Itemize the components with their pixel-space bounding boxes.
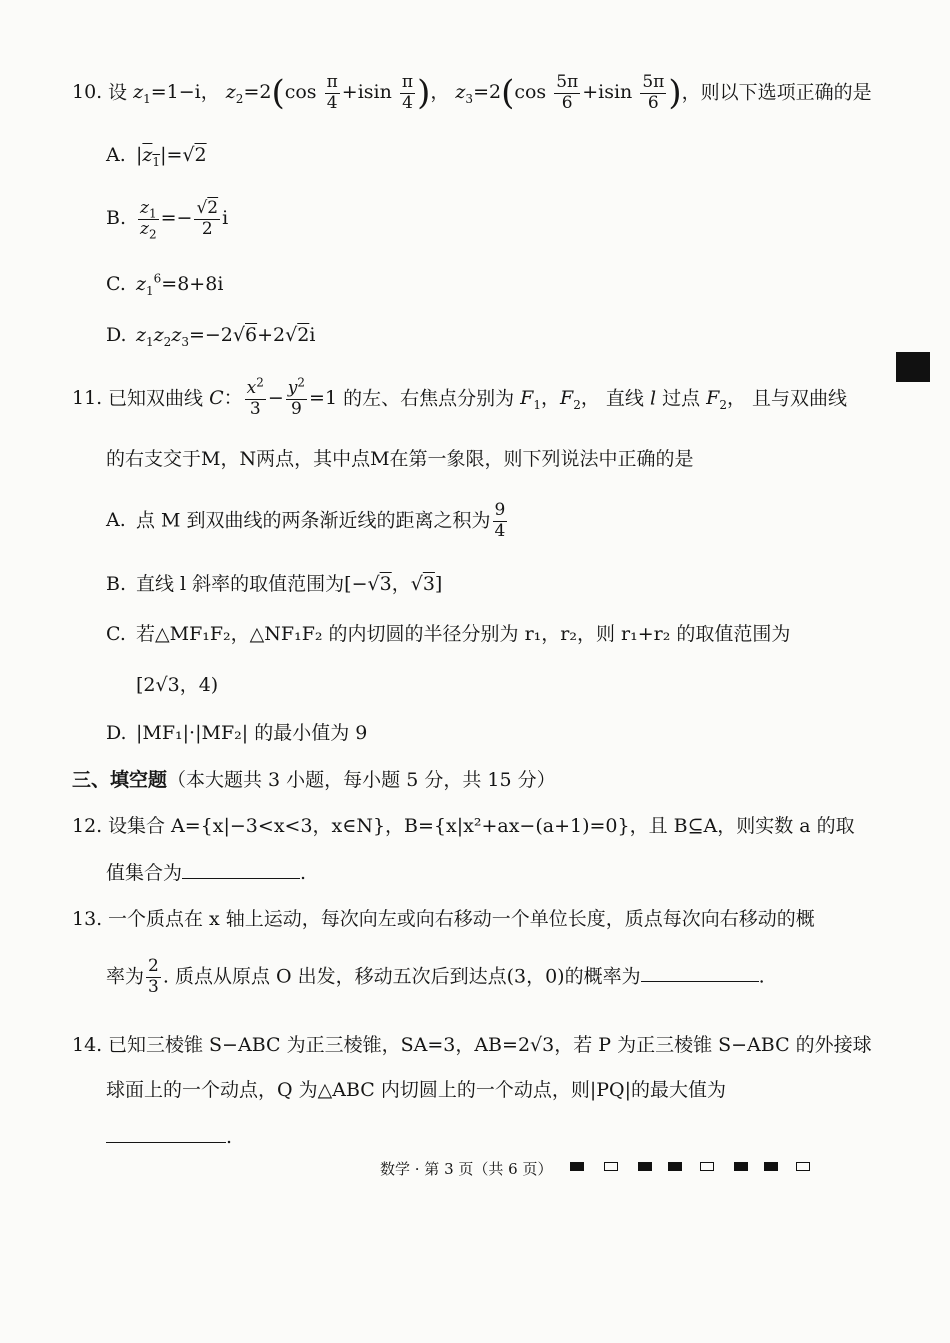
question-number: 14. (72, 1034, 103, 1056)
mark-outline (604, 1162, 618, 1171)
question-14 (72, 1036, 872, 1055)
q11-text: 直线 (605, 387, 644, 410)
q11-option-c (106, 625, 790, 644)
q11-text: 过点 (662, 387, 701, 410)
question-11 (72, 375, 848, 419)
option-formula: $\frac{z_1}{z_2}$ =− $\frac{√2}{2}$ i (140, 198, 229, 242)
answer-blank[interactable] (641, 980, 759, 982)
mark-filled (734, 1162, 748, 1171)
z3-definition: $z_3=2(\cos$ $\frac{5\pi}{6}$ +isin $\frac{5\pi}{6}$ ) (455, 72, 682, 114)
option-label: A. (106, 144, 126, 166)
q10-option-d (106, 324, 316, 349)
page-footer: 数学 · 第 3 页（共 6 页） (380, 1160, 553, 1178)
option-label: D. (106, 324, 127, 346)
option-formula: $z_1^6=8+8i$ (136, 271, 224, 298)
mark-filled (668, 1162, 682, 1171)
q14-text: 已知三棱锥 S−ABC 为正三棱锥，SA=3，AB=2√3，若 P 为正三棱锥 S−ABC 的外接球 (108, 1034, 872, 1056)
question-number: 10. (72, 81, 103, 104)
q10-stem-end: ，则以下选项正确的是 (681, 81, 872, 104)
option-formula: $z_1z_2z_3=-2√6+2√2i$ (136, 324, 316, 349)
q13-text: 质点从原点 O 出发，移动五次后到达点(3，0)的概率为 (174, 965, 641, 988)
q11-option-b (106, 575, 442, 594)
line-symbol: l (649, 387, 657, 410)
hyperbola-equation: C： $\frac{x^2}{3}$ − $\frac{y^2}{9}$ =1 (209, 375, 338, 419)
q13-text: 一个质点在 x 轴上运动，每次向左或向右移动一个单位长度，质点每次向右移动的概 (108, 908, 815, 930)
q12-text: 值集合为 (106, 862, 183, 884)
option-label: C. (106, 273, 126, 295)
option-text: 点 M 到双曲线的两条渐近线的距离之积为 (136, 509, 491, 532)
q10-option-a (106, 144, 207, 169)
question-number: 12. (72, 815, 103, 837)
section-note: （本大题共 3 小题，每小题 5 分，共 15 分） (167, 769, 556, 791)
mark-filled (764, 1162, 778, 1171)
question-12 (72, 817, 855, 836)
q11-text: 已知双曲线 (108, 387, 204, 410)
option-label: C. (106, 623, 126, 645)
q11-text: 的左、右焦点分别为 (343, 387, 515, 410)
option-text: |MF₁|·|MF₂| 的最小值为 9 (136, 722, 368, 744)
q14-line-2: 球面上的一个动点，Q 为△ABC 内切圆上的一个动点，则|PQ|的最大值为 (106, 1079, 727, 1101)
option-label: D. (106, 722, 127, 744)
option-formula: $|z_1|=√2$ (136, 144, 207, 169)
question-number: 11. (72, 387, 103, 410)
q11-option-a (106, 502, 509, 541)
option-label: B. (106, 207, 127, 230)
section-heading (72, 771, 556, 790)
q13-line-2: 率为 $\frac{2}{3}$ . 质点从原点 O 出发，移动五次后到达点(3，0)的概率为 . (106, 956, 765, 997)
section-title: 三、填空题 (72, 769, 168, 791)
option-text: 直线 l 斜率的取值范围为 (136, 573, 345, 595)
slope-interval: [−√3，√3] (344, 573, 443, 595)
foci-symbols: $F_1$，$F_2$， (520, 387, 600, 413)
option-label: A. (106, 509, 126, 532)
q12-line-2: 值集合为 . (106, 862, 307, 884)
q10-option-b (106, 198, 229, 242)
question-13 (72, 910, 815, 929)
question-number: 13. (72, 908, 103, 930)
focus-symbol: $F_2$， (706, 387, 746, 413)
q10-stem-start: 设 (108, 81, 128, 104)
mark-outline (700, 1162, 714, 1171)
mark-filled (570, 1162, 584, 1171)
q11-option-d (106, 724, 367, 743)
q11-text: 且与双曲线 (752, 387, 848, 410)
fraction-9-4: $\frac{9}{4}$ (494, 500, 506, 541)
mark-outline (796, 1162, 810, 1171)
q11-option-c-continued: [2√3，4) (136, 674, 219, 696)
q14-line-3: . (106, 1128, 232, 1147)
q10-option-c (106, 271, 224, 298)
z2-definition: $z_2=2(\cos$ $\frac{\pi}{4}$ +isin $\frac{\pi}{4}$ )， (225, 72, 450, 114)
option-text: 若△MF₁F₂，△NF₁F₂ 的内切圆的半径分别为 r₁，r₂，则 r₁+r₂ 的取值范围为 (136, 623, 791, 645)
q12-text: 设集合 A={x|−3<x<3，x∈N}，B={x|x²+ax−(a+1)=0}，且 B⊆A，则实数 a 的取 (108, 815, 855, 837)
option-label: B. (106, 573, 127, 595)
z1-definition: $z_1=1-i$， (133, 81, 220, 107)
edge-alignment-mark (896, 352, 930, 382)
question-10 (72, 74, 872, 113)
q13-text: 率为 (106, 965, 145, 988)
answer-blank[interactable] (182, 877, 300, 879)
q11-line-2: 的右支交于M，N两点，其中点M在第一象限，则下列说法中正确的是 (106, 448, 694, 470)
fraction-2-3: $\frac{2}{3}$ (148, 956, 159, 997)
answer-blank[interactable] (106, 1141, 226, 1143)
mark-filled (638, 1162, 652, 1171)
